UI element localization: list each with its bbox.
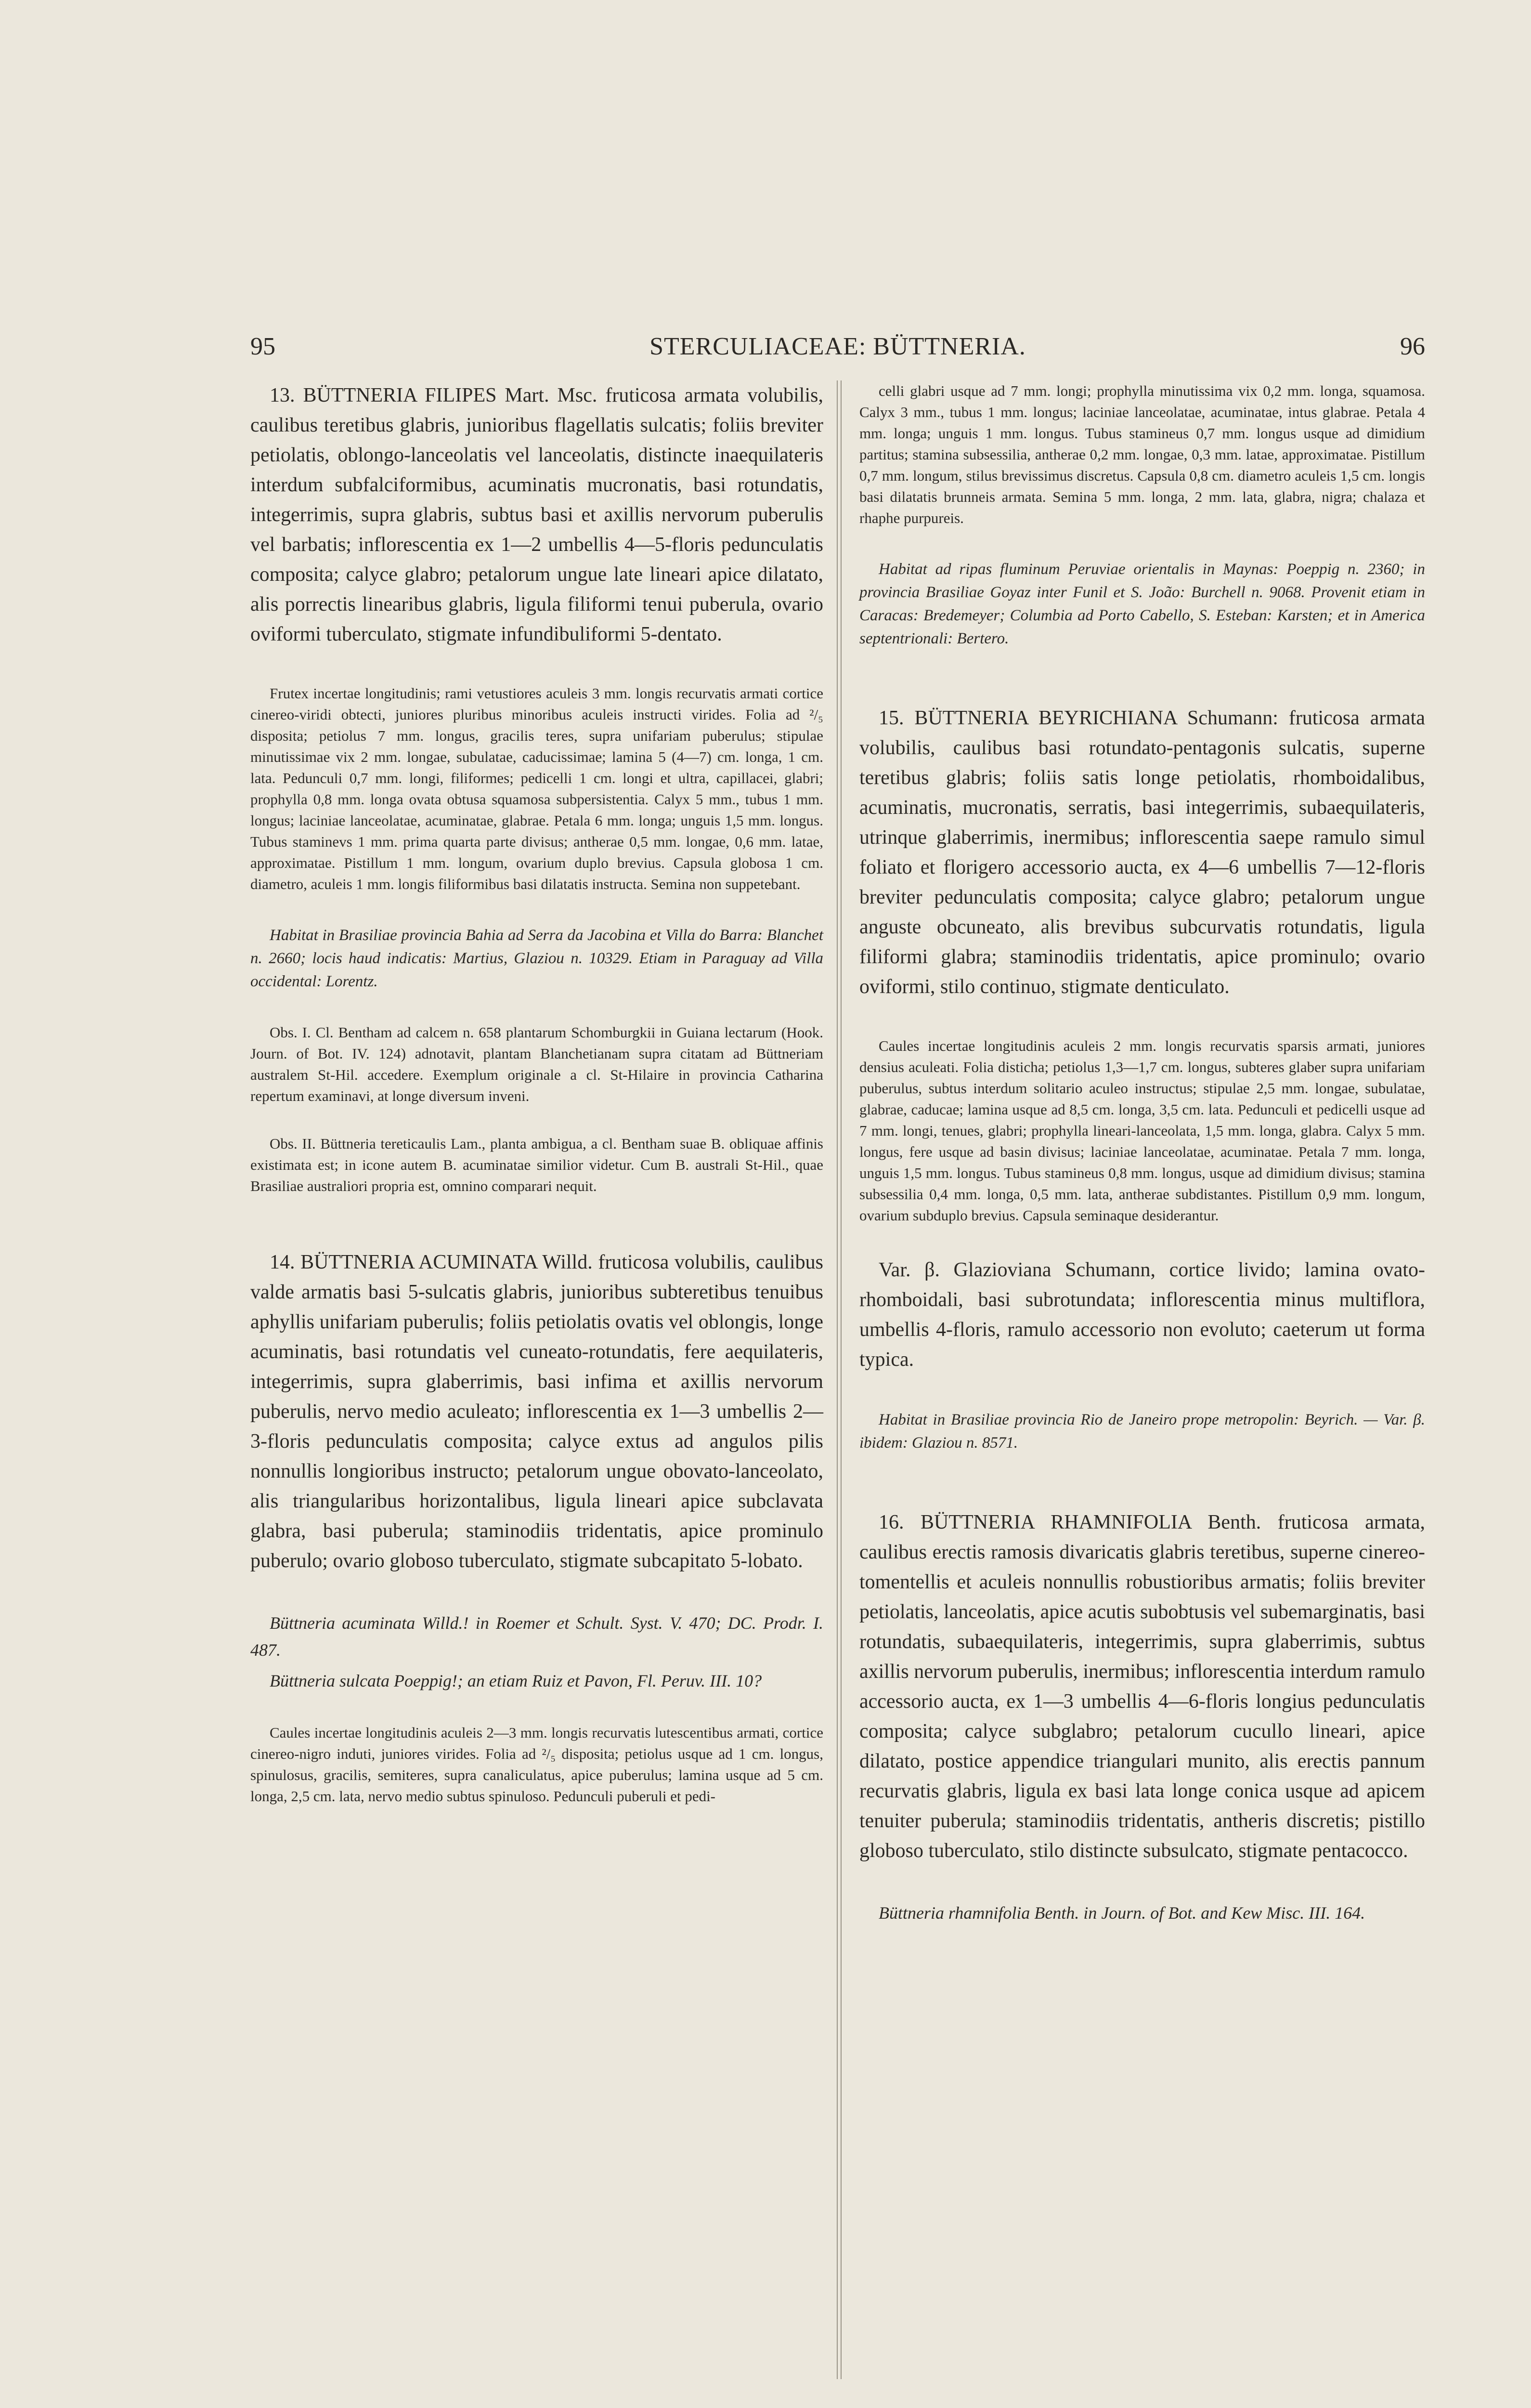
species-14-diagnosis: 14. BÜTTNERIA ACUMINATA Willd. fruticosa volubilis, caulibus valde armatis basi 5-sulcatis glabris, junioribus subteretibus tenuibus aphyllis unifariam puberulis; foliis petiolatis ovatis vel oblongis, longe acuminatis, basi rotundatis vel cuneato-rotundatis, fere aequilateris, integerrimis, supra glaberrimis, basi infima et axillis nervorum puberulis, nervo medio aculeato; inflorescentia ex 1—3 umbellis 2—3-floris pedunculatis composita; calyce extus ad angulos pilis nonnullis longioribus instructo; petalorum ungue obovato-lanceolato, alis triangularibus horizontalibus, ligula lineari apice subclavata glabra, basi puberula; staminodiis tridentatis, apice prominulo puberulo; ovario globoso tuberculato, stigmate subcapitato 5-lobato. — [250, 1251, 823, 1572]
page-number-left: 95 — [250, 333, 275, 360]
page-number-right: 96 — [1400, 333, 1425, 360]
species-15-diagnosis: 15. BÜTTNERIA BEYRICHIANA Schumann: fruticosa armata volubilis, caulibus basi rotundato-pentagonis sulcatis, superne teretibus glabris; foliis satis longe petiolatis, rhomboidalibus, acuminatis, mucronatis, serratis, basi integerrimis, subaequilateris, utrinque glaberrimis, inermibus; inflorescentia saepe ramulo simul foliato et florigero accessorio aucta, ex 4—6 umbellis 7—12-floris breviter pedunculatis composita; calyce glabro; petalorum ungue anguste obcuneato, alis brevibus subcurvatis rotundatis, ligula filiformi glabra; staminodiis tridentatis, apice prominulo; ovario oviformi, stilo continuo, stigmate denticulato. — [859, 707, 1425, 998]
page-header — [250, 332, 1425, 366]
species-14-habitat: Habitat ad ripas fluminum Peruviae orientalis in Maynas: Poeppig n. 2360; in provincia Brasiliae Goyaz inter Funil et S. João: Burchell n. 9068. Provenit etiam in Caracas: Bredemeyer; Columbia ad Porto Cabello, S. Esteban: Karsten; et in America septentrionali: Bertero. — [859, 561, 1425, 647]
species-14-synonym-1: Büttneria acuminata Willd.! in Roemer et Schult. Syst. V. 470; DC. Prodr. I. 487. — [250, 1613, 823, 1660]
running-title: STERCULIACEAE: BÜTTNERIA. — [649, 333, 1026, 360]
species-13-habitat: Habitat in Brasiliae provincia Bahia ad Serra da Jacobina et Villa do Barra: Blanchet n. 2660; locis haud indicatis: Martius, Glaziou n. 10329. Etiam in Paraguay ad Villa occidental: Lorentz. — [250, 927, 823, 990]
species-14-description: Caules incertae longitudinis aculeis 2—3 mm. longis recurvatis lutescentibus armati, cortice cinereo-nigro induti, juniores virides. Folia ad ²/₅ disposita; petiolus usque ad 1 cm. longus, spinulosus, gracilis, semiteres, supra canaliculatus, apice puberulus; lamina usque ad 5 cm. longa, 2,5 cm. lata, nervo medio subtus spinuloso. Pedunculi puberuli et pedi- — [250, 1724, 823, 1805]
species-14-description-continued: celli glabri usque ad 7 mm. longi; prophylla minutissima vix 0,2 mm. longa, squamosa. Calyx 3 mm., tubus 1 mm. longus; laciniae lanceolatae, acuminatae, intus glabrae. Petala 4 mm. longa; unguis 1 mm. longus. Tubus stamineus 0,7 mm. longus usque ad dimidium partitus; stamina subsessilia, antherae 0,2 mm. longae, 0,3 mm. latae, approximatae. Pistillum 0,7 mm. longum, stilus brevissimus discretus. Capsula 0,8 cm. diametro aculeis 1,5 cm. longis basi dilatatis brunneis armata. Semina 5 mm. longa, 2 mm. lata, glabra, nigra; chalaza et rhaphe purpureis. — [859, 382, 1425, 526]
right-column — [859, 380, 1425, 1930]
species-13-observation-2: Obs. II. Büttneria tereticaulis Lam., planta ambigua, a cl. Bentham suae B. obliquae affinis existimata est; in icone autem B. acuminatae similior videtur. Cum B. australi St-Hil., quae Brasiliae australiori propria est, omnino comparari nequit. — [250, 1135, 823, 1194]
species-16-diagnosis: 16. BÜTTNERIA RHAMNIFOLIA Benth. fruticosa armata, caulibus erectis ramosis divaricatis glabris teretibus, superne cinereo-tomentellis et aculeis nonnullis robustioribus armatis; foliis breviter petiolatis, lanceolatis, apice acutis subobtusis vel subemarginatis, basi rotundatis, subaequilateris, integerrimis, supra glaberrimis, subtus axillis nervorum puberulis, inermibus; inflorescentia interdum ramulo accessorio aucta, ex 1—3 umbellis 4—6-floris longius pedunculatis composita; calyce subglabro; petalorum cucullo lineari, apice dilatato, postice appendice triangulari munito, alis erectis pannum recurvatis glabris, ligula ex basi lata longe conica usque ad apicem tenuiter puberula; staminodiis tridentatis, antheris discretis; pistillo globoso tuberculato, stilo distincte subsulcato, stigmate pentacocco. — [859, 1511, 1425, 1862]
species-15-description: Caules incertae longitudinis aculeis 2 mm. longis recurvatis sparsis armati, juniores densius aculeati. Folia disticha; petiolus 1,3—1,7 cm. longus, subteres glaber supra unifariam puberulus, subtus interdum solitario aculeo instructus; stipulae 2,5 mm. longae, subulatae, glabrae, caducae; lamina usque ad 8,5 cm. longa, 3,5 cm. lata. Pedunculi et pedicelli usque ad 7 mm. longi, tenues, glabri; prophylla lineari-lanceolata, 1,5 mm. longa, glabra. Calyx 5 mm. longus, fere usque ad basin divisus; laciniae lanceolatae, acuminatae. Petala 7 mm. longa, unguis 1,5 mm. longus. Tubus stamineus 0,8 mm. longus, usque ad dimidium divisus; stamina subsessilia 0,4 mm. longa, 0,5 mm. lata, antherae subdistantes. Pistillum 0,9 mm. longum, ovarium subduplo brevius. Capsula seminaque desiderantur. — [859, 1037, 1425, 1224]
species-16-synonym: Büttneria rhamnifolia Benth. in Journ. of Bot. and Kew Misc. III. 164. — [879, 1903, 1365, 1923]
species-13-observation-1: Obs. I. Cl. Bentham ad calcem n. 658 plantarum Schomburgkii in Guiana lectarum (Hook. Journ. of Bot. IV. 124) adnotavit, plantam Blanchetianam supra citatam ad Büttneriam australem St-Hil. accedere. Exemplum originale a cl. St-Hilaire in provincia Catharina repertum examinavi, at longe diversum inveni. — [250, 1024, 823, 1104]
species-13-description: Frutex incertae longitudinis; rami vetustiores aculeis 3 mm. longis recurvatis armati cortice cinereo-viridi obtecti, juniores pluribus minoribus aculeis instructi virides. Folia ad ²/₅ disposita; petiolus 7 mm. longus, gracilis teres, supra unifariam puberulus; stipulae minutissimae vix 2 mm. longae, subulatae, caducissimae; lamina 5 (4—7) cm. longa, 1 cm. lata. Pedunculi 0,7 mm. longi, filiformes; pedicelli 1 cm. longi et ultra, capillacei, glabri; prophylla 0,8 mm. longa ovata obtusa squamosa subpersistentia. Calyx 5 mm., tubus 1 mm. longus; laciniae lanceolatae, acuminatae, glabrae. Petala 6 mm. longa; unguis 1,5 mm. longus. Tubus staminevs 1 mm. prima quarta parte divisus; antherae 0,5 mm. longae, 0,6 mm. latae, approximatae. Pistillum 1 mm. longum, ovarium duplo brevius. Capsula globosa 1 cm. diametro, aculeis 1 mm. longis filiformibus basi dilatatis instructa. Semina non suppetebant. — [250, 685, 823, 892]
left-column — [250, 380, 823, 1836]
column-divider — [837, 380, 842, 2379]
species-15-habitat: Habitat in Brasiliae provincia Rio de Janeiro prope metropolin: Beyrich. — Var. β. ibidem: Glaziou n. 8571. — [859, 1411, 1425, 1452]
species-13-diagnosis: 13. BÜTTNERIA FILIPES Mart. Msc. fruticosa armata volubilis, caulibus teretibus glabris, junioribus flagellatis sulcatis; foliis breviter petiolatis, oblongo-lanceolatis vel lanceolatis, distincte inaequilateris interdum subfalciformibus, acuminatis mucronatis, basi rotundatis, integerrimis, supra glabris, subtus basi et axillis nervorum puberulis vel barbatis; inflorescentia ex 1—2 umbellis 4—5-floris pedunculatis composita; calyce glabro; petalorum ungue late lineari apice dilatato, alis porrectis linearibus glabris, ligula filiformi tenui puberula, ovario oviformi tuberculato, stigmate infundibuliformi 5-dentato. — [250, 384, 823, 645]
species-15-variety: Var. β. Glazioviana Schumann, cortice livido; lamina ovato-rhomboidali, basi subrotundata; inflorescentia minus multiflora, umbellis 4-floris, ramulo accessorio non evoluto; caeterum ut forma typica. — [859, 1259, 1425, 1371]
species-14-synonym-2: Büttneria sulcata Poeppig!; an etiam Ruiz et Pavon, Fl. Peruv. III. 10? — [270, 1671, 762, 1690]
